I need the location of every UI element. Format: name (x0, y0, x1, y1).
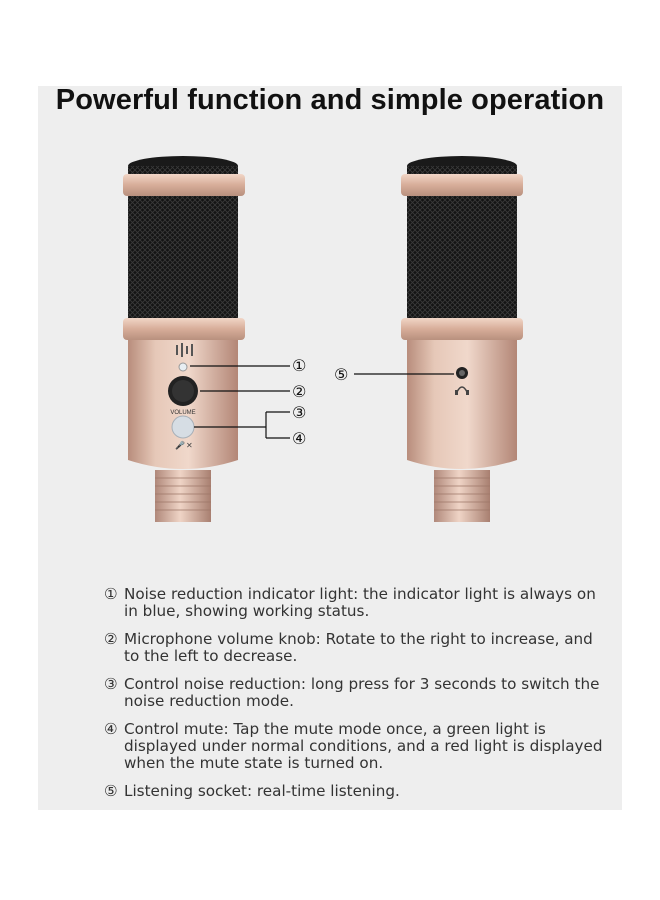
description-item (104, 631, 604, 665)
item-text: Listening socket: real-time listening. (124, 782, 400, 800)
callout-2: ② (292, 382, 307, 401)
svg-text:✕: ✕ (186, 441, 193, 450)
volume-label: VOLUME (170, 410, 196, 416)
page-title: Powerful function and simple operation (55, 84, 605, 116)
microphone-front (123, 156, 245, 522)
callout-3: ③ (292, 403, 307, 422)
item-number: ⑤ (104, 782, 118, 800)
item-text: Microphone volume knob: Rotate to the right to increase, and to the left to decrease. (124, 630, 593, 665)
item-number: ④ (104, 720, 118, 738)
item-number: ③ (104, 675, 118, 693)
description-item (104, 676, 604, 710)
volume-knob (168, 376, 198, 406)
description-item (104, 783, 604, 800)
description-item (104, 586, 604, 620)
description-list (104, 586, 604, 811)
microphone-figure (0, 140, 660, 540)
item-number: ② (104, 630, 118, 648)
microphone-back (401, 156, 523, 522)
item-text: Control noise reduction: long press for 3 seconds to switch the noise reduction mode. (124, 675, 600, 710)
item-text: Control mute: Tap the mute mode once, a green light is displayed under normal conditions, and a red light is displayed when the mute state is turned on. (124, 720, 603, 772)
item-number: ① (104, 585, 118, 603)
item-text: Noise reduction indicator light: the indicator light is always on in blue, showing working status. (124, 585, 596, 620)
callout-5: ⑤ (334, 365, 349, 384)
description-item (104, 721, 604, 772)
svg-text:🎤: 🎤 (175, 441, 185, 450)
callout-4: ④ (292, 429, 307, 448)
mute-button (172, 416, 194, 450)
callout-1: ① (292, 356, 307, 375)
